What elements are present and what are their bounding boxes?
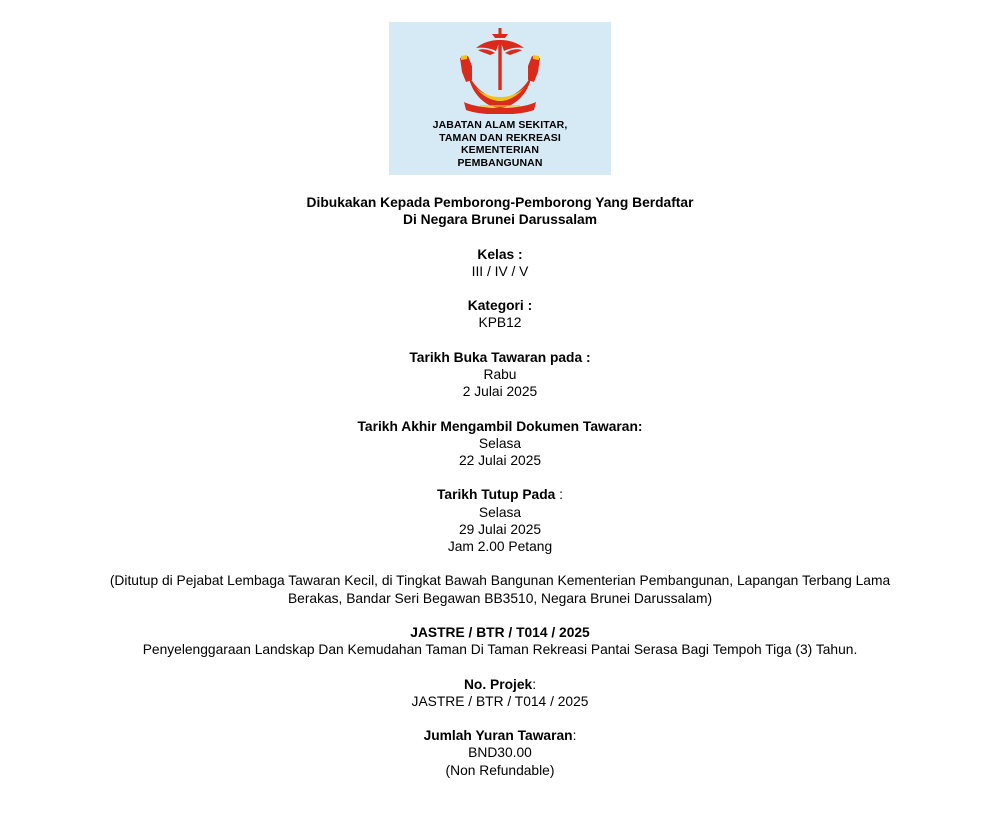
projek-label: No. Projek (463, 676, 533, 692)
akhir-day: Selasa (478, 435, 522, 451)
intro-line: Di Negara Brunei Darussalam (403, 212, 597, 228)
buka-label: Tarikh Buka Tawaran pada : (409, 349, 591, 365)
intro-line: Dibukakan Kepada Pemborong-Pemborong Yang Berdaftar (306, 195, 694, 210)
akhir-label: Tarikh Akhir Mengambil Dokumen Tawaran: (357, 418, 643, 434)
tutup-time: Jam 2.00 Petang (447, 538, 553, 554)
buka-date: 2 Julai 2025 (462, 384, 538, 400)
tutup-heading (0, 486, 1000, 503)
yuran-colon: : (572, 728, 577, 744)
tutup-label: Tarikh Tutup Pada (437, 487, 556, 503)
yuran-label: Jumlah Yuran Tawaran (423, 728, 573, 744)
org-line: JABATAN ALAM SEKITAR, (432, 119, 568, 131)
org-line: TAMAN DAN REKREASI (439, 131, 561, 144)
buka-day: Rabu (483, 366, 517, 382)
projek-heading (0, 676, 1000, 693)
kategori-label: Kategori : (467, 298, 533, 314)
logo-panel (389, 22, 611, 175)
akhir-date: 22 Julai 2025 (458, 452, 542, 468)
projek-colon: : (532, 676, 537, 692)
reference-code: JASTRE / BTR / T014 / 2025 (410, 624, 590, 640)
location-line: Berakas, Bandar Seri Begawan BB3510, Negara Brunei Darussalam) (287, 590, 713, 606)
projek-value: JASTRE / BTR / T014 / 2025 (411, 693, 589, 709)
organisation-name (433, 119, 568, 169)
yuran-value: BND30.00 (468, 745, 532, 761)
org-line: KEMENTERIAN (460, 144, 540, 157)
reference-title: Penyelenggaraan Landskap Dan Kemudahan Taman Di Taman Rekreasi Pantai Serasa Bagi Tempoh Tiga (3) Tahun. (142, 642, 858, 658)
org-line: PEMBANGUNAN (457, 156, 543, 169)
yuran-heading (0, 727, 1000, 744)
yuran-note: (Non Refundable) (445, 762, 555, 778)
brunei-crest-icon (450, 26, 550, 114)
location-line: (Ditutup di Pejabat Lembaga Tawaran Kecil, di Tingkat Bawah Bangunan Kementerian Pembangunan, Lapangan Terbang Lama (109, 573, 891, 589)
kelas-label: Kelas : (477, 246, 523, 262)
kelas-value: III / IV / V (471, 263, 529, 279)
tutup-day: Selasa (478, 504, 522, 520)
tutup-colon: : (555, 487, 563, 503)
tender-notice (0, 194, 1000, 779)
tutup-date: 29 Julai 2025 (458, 521, 542, 537)
kategori-value: KPB12 (478, 315, 522, 331)
